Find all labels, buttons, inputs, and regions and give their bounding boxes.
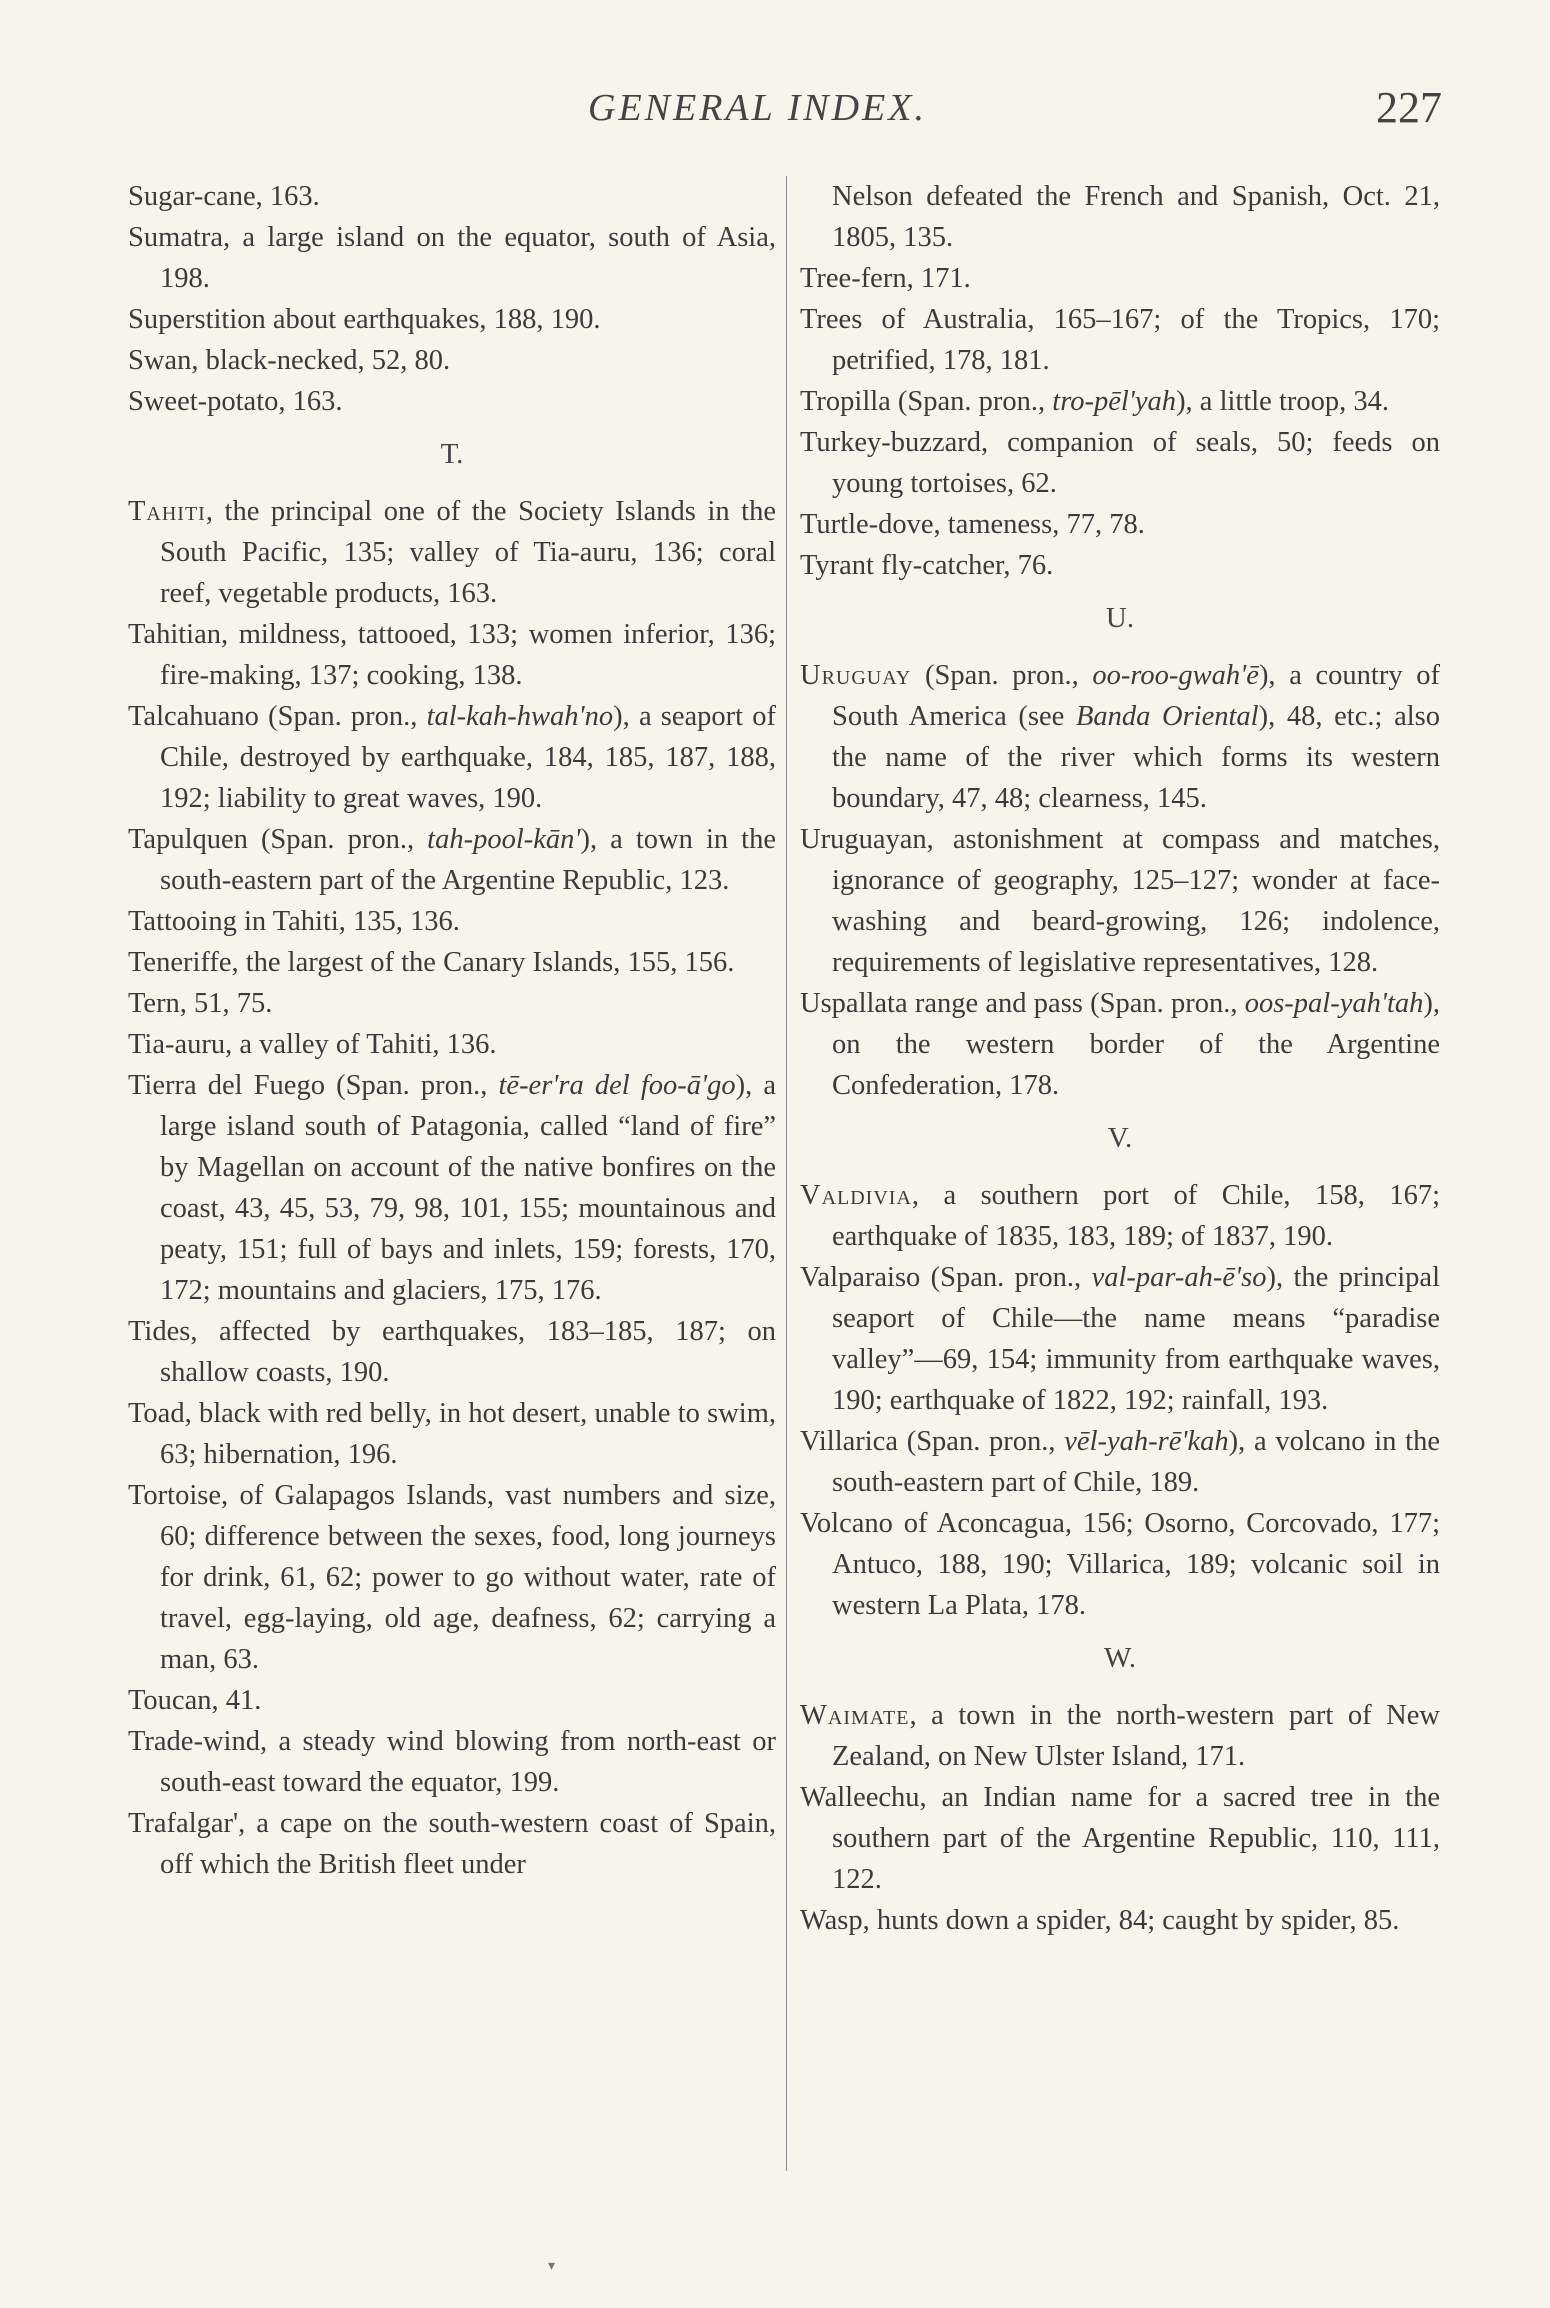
pronunciation: vēl-yah-rē'kah (1064, 1426, 1229, 1457)
index-entry: Sugar-cane, 163. (128, 181, 320, 212)
index-entry-tapulquen (128, 819, 776, 901)
entry-text: , a town in the north-western part of New Zealand, on New Ulster Island, 171. (832, 1700, 1440, 1772)
index-entry: Sweet-potato, 163. (128, 386, 343, 417)
pronunciation: val-par-ah-ē'so (1091, 1262, 1267, 1293)
entry-text: ), the principal seaport of Chile—the name means “paradise valley”—69, 154; immunity from earthquake waves, 190; earthquake of 1822, 192; rainfall, 193. (832, 1262, 1440, 1416)
section-letter-w: W. (1104, 1642, 1136, 1674)
entry-text: , the principal one of the Society Islands in the South Pacific, 135; valley of Tia-auru, 136; coral reef, vegetable products, 163. (160, 496, 776, 609)
index-entry: Trees of Australia, 165–167; of the Tropics, 170; petrified, 178, 181. (800, 304, 1440, 376)
index-entry: Toad, black with red belly, in hot desert, unable to swim, 63; hibernation, 196. (128, 1398, 776, 1470)
index-entry-tahiti (128, 491, 776, 614)
index-entry-uruguay (800, 655, 1440, 819)
pronunciation: tē-er'ra del foo-ā'go (498, 1070, 736, 1101)
entry-headword: Waimate (800, 1700, 910, 1731)
index-entry: Turkey-buzzard, companion of seals, 50; feeds on young tortoises, 62. (800, 427, 1440, 499)
entry-text: Uspallata range and pass (Span. pron., (800, 988, 1245, 1019)
index-entry: Trade-wind, a steady wind blowing from north-east or south-east toward the equator, 199. (128, 1726, 776, 1798)
entry-text: Tierra del Fuego (Span. pron., (128, 1070, 499, 1101)
index-entry: Teneriffe, the largest of the Canary Islands, 155, 156. (128, 947, 735, 978)
running-head (128, 82, 1442, 142)
entry-text: Talcahuano (Span. pron., (128, 701, 427, 732)
index-entry-tierra-del-fuego (128, 1065, 776, 1311)
pronunciation: tro-pēl'yah (1052, 386, 1177, 417)
entry-text: ), a large island south of Patagonia, called “land of fire” by Magellan on account of the native bonfires on the coast, 43, 45, 53, 79, 98, 101, 155; mountainous and peaty, 151; full of bays and inlets, 159; forests, 170, 172; mountains and glaciers, 175, 176. (160, 1070, 777, 1306)
index-entry-tropilla (800, 381, 1440, 422)
index-entry: Turtle-dove, tameness, 77, 78. (800, 509, 1145, 540)
print-speck: ▾ (548, 2258, 556, 2274)
section-letter-t: T. (440, 438, 464, 470)
entry-text: ), a seaport of Chile, destroyed by earthquake, 184, 185, 187, 188, 192; liability to great waves, 190. (160, 701, 776, 814)
index-entry: Walleechu, an Indian name for a sacred tree in the southern part of the Argentine Republic, 110, 111, 122. (800, 1782, 1440, 1895)
entry-text: , a southern port of Chile, 158, 167; earthquake of 1835, 183, 189; of 1837, 190. (832, 1180, 1440, 1252)
index-entry: Swan, black-necked, 52, 80. (128, 345, 451, 376)
index-entry: Toucan, 41. (128, 1685, 262, 1716)
column-divider (786, 176, 787, 2171)
section-letter-v: V. (1107, 1122, 1133, 1154)
index-entry-uspallata (800, 983, 1440, 1106)
entry-text: Valparaiso (Span. pron., (800, 1262, 1092, 1293)
index-entry: Tree-fern, 171. (800, 263, 971, 294)
index-entry: Sumatra, a large island on the equator, south of Asia, 198. (128, 222, 776, 294)
index-entry-valdivia (800, 1175, 1440, 1257)
index-entry: Tahitian, mildness, tattooed, 133; women inferior, 136; fire-making, 137; cooking, 138. (128, 619, 776, 691)
pronunciation: oos-pal-yah'tah (1244, 988, 1424, 1019)
index-entry: Wasp, hunts down a spider, 84; caught by spider, 85. (800, 1905, 1400, 1936)
index-entry: Tides, affected by earthquakes, 183–185, 187; on shallow coasts, 190. (128, 1316, 776, 1388)
entry-text: ), a town in the south-eastern part of the Argentine Republic, 123. (160, 824, 776, 896)
index-entry-valparaiso (800, 1257, 1440, 1421)
index-entry: Volcano of Aconcagua, 156; Osorno, Corcovado, 177; Antuco, 188, 190; Villarica, 189; volcanic soil in western La Plata, 178. (800, 1508, 1440, 1621)
entry-headword: Valdivia (800, 1180, 912, 1211)
entry-text: ), a volcano in the south-eastern part of Chile, 189. (832, 1426, 1440, 1498)
section-letter-u: U. (1105, 602, 1135, 634)
index-entry-talcahuano (128, 696, 776, 819)
entry-text: ), a country of South America (see (832, 660, 1440, 732)
entry-text: Tropilla (Span. pron., (800, 386, 1053, 417)
pronunciation: tal-kah-hwah'no (426, 701, 614, 732)
index-entry: Tortoise, of Galapagos Islands, vast numbers and size, 60; difference between the sexes, food, long journeys for drink, 61, 62; power to go without water, rate of travel, egg-laying, old age, deafness, 62; carrying a man, 63. (128, 1480, 776, 1675)
right-column (800, 176, 1440, 1941)
index-entry: Tyrant fly-catcher, 76. (800, 550, 1054, 581)
entry-headword: Tahiti (128, 496, 206, 527)
entry-text: Tapulquen (Span. pron., (128, 824, 428, 855)
pronunciation: oo-roo-gwah'ē (1092, 660, 1259, 691)
entry-text: ), on the western border of the Argentine Confederation, 178. (832, 988, 1440, 1101)
index-entry: Tia-auru, a valley of Tahiti, 136. (128, 1029, 497, 1060)
index-entry-villarica (800, 1421, 1440, 1503)
index-entry-waimate (800, 1695, 1440, 1777)
cross-reference: Banda Oriental (1075, 701, 1259, 732)
entry-text: ), a little troop, 34. (1176, 386, 1389, 417)
running-title: GENERAL INDEX. (588, 87, 927, 129)
entry-headword: Uruguay (800, 660, 912, 691)
index-entry: Superstition about earthquakes, 188, 190. (128, 304, 601, 335)
entry-text: ), 48, etc.; also the name of the river which forms its western boundary, 47, 48; clearness, 145. (832, 701, 1440, 814)
left-column (128, 176, 776, 1885)
entry-text: Villarica (Span. pron., (800, 1426, 1065, 1457)
index-entry-continued: Nelson defeated the French and Spanish, Oct. 21, 1805, 135. (832, 181, 1440, 253)
page-number: 227 (1376, 83, 1442, 132)
index-entry: Uruguayan, astonishment at compass and matches, ignorance of geography, 125–127; wonder at face-washing and beard-growing, 126; indolence, requirements of legislative representatives, 128. (800, 824, 1440, 978)
index-entry: Tattooing in Tahiti, 135, 136. (128, 906, 460, 937)
pronunciation: tah-pool-kān' (427, 824, 581, 855)
index-entry: Tern, 51, 75. (128, 988, 273, 1019)
entry-text: (Span. pron., (911, 660, 1093, 691)
index-entry: Trafalgar', a cape on the south-western coast of Spain, off which the British fleet under (128, 1808, 776, 1880)
